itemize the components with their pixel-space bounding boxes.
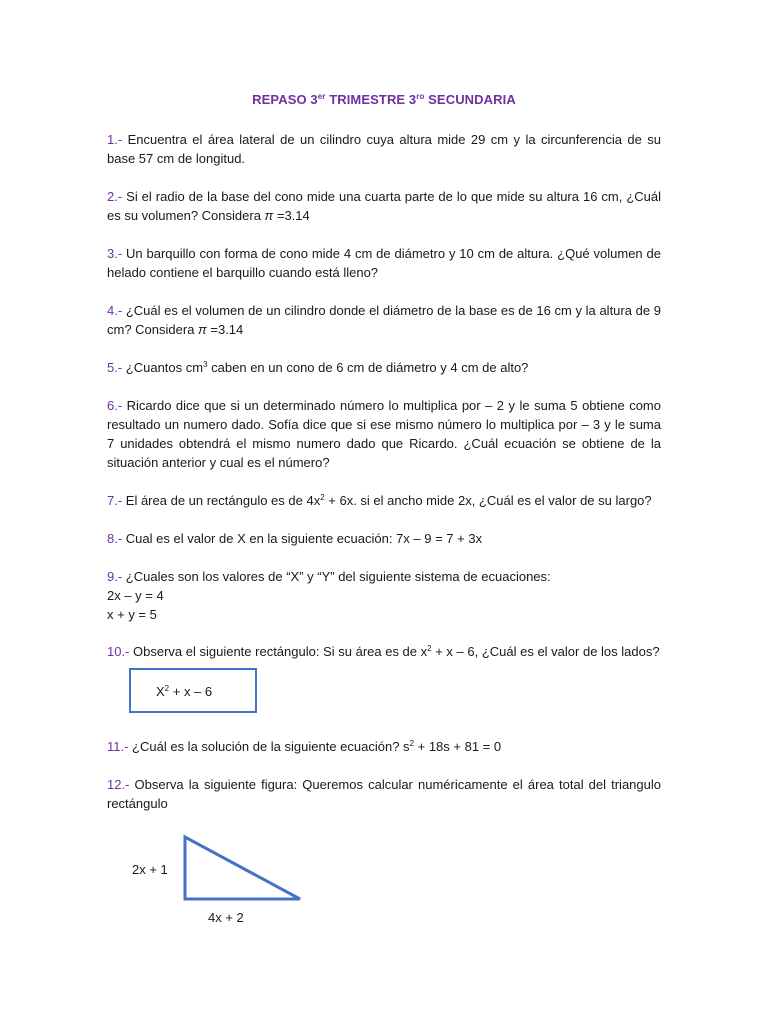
rectangle-area-label: $X^2 + x - 6$ <box>156 684 213 699</box>
question-4: 4.- ¿Cuál es el volumen de un cilindro donde el diámetro de la base es de 16 cm y la altura de 9 cm? Considera π =3.14 <box>107 303 661 337</box>
question-12: 12.- Observa la siguiente figura: Queremos calcular numéricamente el área total del triangulo rectángulo <box>107 777 661 811</box>
question-number: 10.- <box>107 644 130 659</box>
question-number: 6.- <box>107 398 123 413</box>
question-3: 3.- Un barquillo con forma de cono mide 4 cm de diámetro y 10 cm de altura. ¿Qué volumen de helado contiene el barquillo cuando está lleno? <box>107 246 661 280</box>
question-number: 8.- <box>107 531 123 546</box>
equation-line: 2x – y = 4 <box>107 588 164 603</box>
question-number: 2.- <box>107 189 123 204</box>
document-title: REPASO 3er TRIMESTRE $3^{ro}$ SECUNDARIA <box>252 92 516 107</box>
question-number: 7.- <box>107 493 123 508</box>
question-7: 7.- El área de un rectángulo es de $4x^2 + 6x$. si el ancho mide 2x, ¿Cuál es el valor de su largo? <box>107 493 652 508</box>
question-number: 1.- <box>107 132 123 147</box>
question-6: 6.- Ricardo dice que si un determinado número lo multiplica por – 2 y le suma 5 obtiene como resultado un numero dado. Sofía dice que si ese mismo número lo multiplica por – 3 y le suma 7 unidades obtendrá el mismo numero dado que Ricardo. ¿Cuál ecuación se obtiene de la situación anterior y cual es el número? <box>107 398 661 470</box>
question-9: 9.- ¿Cuales son los valores de “X” y “Y” del siguiente sistema de ecuaciones: 2x – y = 4 x + y = 5 <box>107 567 661 624</box>
question-number: 11.- <box>107 739 129 754</box>
triangle-height-label: 2x + 1 <box>132 862 168 877</box>
question-number: 12.- <box>107 777 130 792</box>
question-number: 3.- <box>107 246 123 261</box>
question-1: 1.- Encuentra el área lateral de un cilindro cuya altura mide 29 cm y la circunferencia de su base 57 cm de longitud. <box>107 132 661 166</box>
question-10: 10.- Observa el siguiente rectángulo: Si su área es de $x^2 + x - 6$, ¿Cuál es el valor de los lados? <box>107 644 660 659</box>
question-5: 5.- ¿Cuantos $cm^3$ caben en un cono de 6 cm de diámetro y 4 cm de alto? <box>107 360 529 375</box>
right-triangle-figure <box>180 834 306 904</box>
pi-symbol: π <box>198 322 207 337</box>
equation-line: x + y = 5 <box>107 607 157 622</box>
triangle-base-label: 4x + 2 <box>208 910 244 925</box>
question-number: 9.- <box>107 569 123 584</box>
question-8: 8.- Cual es el valor de X en la siguiente ecuación: 7x – 9 = 7 + 3x <box>107 531 483 546</box>
question-11: 11.- ¿Cuál es la solución de la siguiente ecuación? $s^2 + 18s + 81 = 0$ <box>107 739 502 754</box>
question-2: 2.- Si el radio de la base del cono mide una cuarta parte de lo que mide su altura 16 cm, ¿Cuál es su volumen? Considera π =3.14 <box>107 189 661 223</box>
question-number: 5.- <box>107 360 123 375</box>
question-number: 4.- <box>107 303 123 318</box>
pi-symbol: π <box>264 208 274 223</box>
